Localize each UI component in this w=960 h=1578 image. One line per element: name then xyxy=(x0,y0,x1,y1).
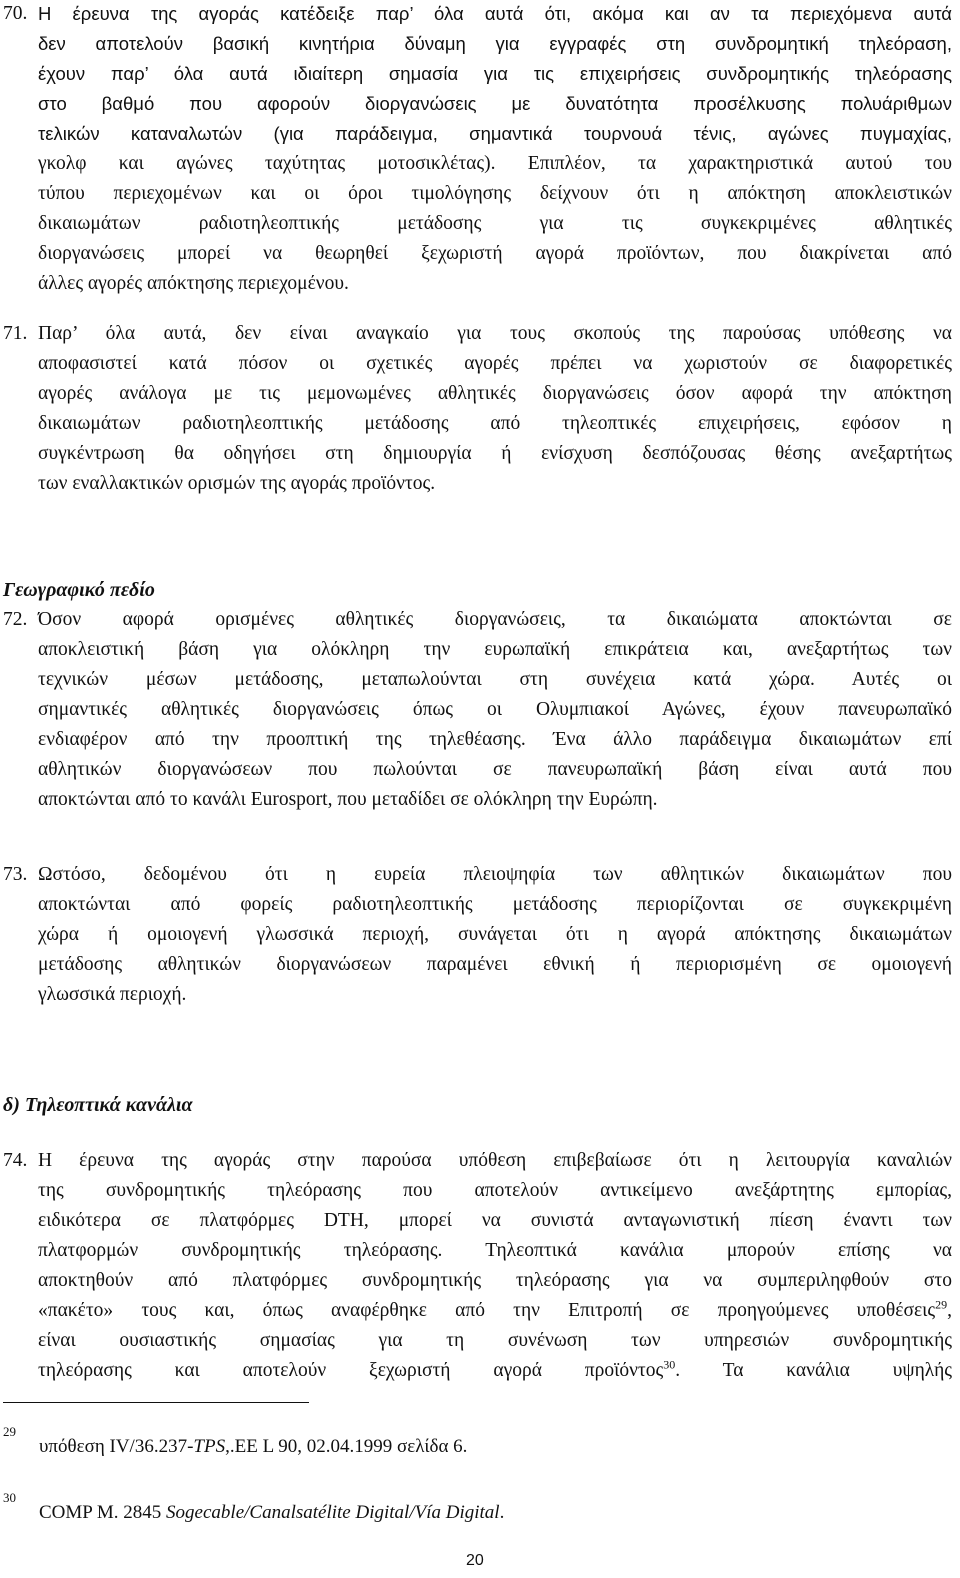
text-line: διοργανώσεις μπορεί να θεωρηθεί ξεχωριστή αγορά προϊόντων, που διακρίνεται από xyxy=(38,243,952,264)
text-line: αθλητικών διοργανώσεων που πωλούνται σε πανευρωπαϊκή βάση είναι αυτά που xyxy=(38,759,952,780)
text-line: της συνδρομητικής τηλεόρασης που αποτελούν αντικείμενο ανεξάρτητης εμπορίας, xyxy=(38,1180,952,1201)
text-line: δικαιωμάτων ραδιοτηλεοπτικής μετάδοσης για τις συγκεκριμένες αθλητικές xyxy=(38,213,952,234)
text-line: έχουν παρ’ όλα αυτά ιδιαίτερη σημασία για τις επιχειρήσεις συνδρομητικής τηλεόρασης xyxy=(38,63,952,84)
footnote-mark: 30 xyxy=(3,1490,16,1505)
footnote-text xyxy=(39,1432,467,1462)
paragraph-70 xyxy=(0,0,952,299)
text-line: τύπου περιεχομένων και οι όροι τιμολόγησης δείχνουν ότι η απόκτηση αποκλειστικών xyxy=(38,183,952,204)
paragraph-number: 70. xyxy=(3,3,28,24)
paragraph-number: 73. xyxy=(3,864,28,885)
text-segment: . xyxy=(499,1502,505,1523)
text-line: Η έρευνα της αγοράς στην παρούσα υπόθεση επιβεβαίωσε ότι η λειτουργία καναλιών xyxy=(38,1150,952,1171)
text-line: Ωστόσο, δεδομένου ότι η ευρεία πλειοψηφία των αθλητικών δικαιωμάτων που xyxy=(38,864,952,885)
text-line: δικαιωμάτων ραδιοτηλεοπτικής μετάδοσης από τηλεοπτικές επιχειρήσεις, εφόσον η xyxy=(38,413,952,434)
text-line: άλλες αγορές απόκτησης περιεχομένου. xyxy=(38,273,349,294)
footnote-text xyxy=(39,1498,504,1528)
text-line: πλατφορμών συνδρομητικής τηλεόρασης. Τηλεοπτικά κανάλια μπορούν επίσης να xyxy=(38,1240,952,1261)
text-segment: , xyxy=(947,1300,952,1321)
text-line: τελικών καταναλωτών (για παράδειγμα, σημαντικά τουρνουά τένις, αγώνες πυγμαχίας, xyxy=(38,123,952,144)
text-line: στο βαθμό που αφορούν διοργανώσεις με δυνατότητα προσέλκυσης πολυάριθμων xyxy=(38,93,952,114)
paragraph-73 xyxy=(0,860,952,1010)
text-line xyxy=(38,1296,952,1326)
text-line: Όσον αφορά ορισμένες αθλητικές διοργανώσεις, τα δικαιώματα αποκτώνται σε xyxy=(38,609,952,630)
page-number: 20 xyxy=(466,1552,484,1569)
text-line: Η έρευνα της αγοράς κατέδειξε παρ’ όλα αυτά ότι, ακόμα και αν τα περιεχόμενα αυτά xyxy=(38,3,952,24)
footnote-mark: 29 xyxy=(3,1424,16,1439)
text-line: Παρ’ όλα αυτά, δεν είναι αναγκαίο για τους σκοπούς της παρούσας υπόθεσης να xyxy=(38,323,952,344)
text-line: μετάδοσης αθλητικών διοργανώσεων παραμένει εθνική ή περιορισμένη σε ομοιογενή xyxy=(38,954,952,975)
section-heading-geographic: Γεωγραφικό πεδίο xyxy=(3,579,155,601)
footnote-ref-30[interactable]: 30 xyxy=(663,1357,676,1372)
text-line: αγορές ανάλογα με τις μεμονωμένες αθλητικές διοργανώσεις όσον αφορά την απόκτηση xyxy=(38,383,952,404)
paragraph-number: 71. xyxy=(3,323,28,344)
text-line: ειδικότερα σε πλατφόρμες DTH, μπορεί να συνιστά ανταγωνιστική πίεση έναντι των xyxy=(38,1210,952,1231)
text-segment: ,.ΕΕ L 90, 02.04.1999 σελίδα 6. xyxy=(225,1436,468,1457)
paragraph-71 xyxy=(0,319,952,499)
paragraph-number: 74. xyxy=(3,1150,28,1171)
footnote-separator xyxy=(3,1402,309,1403)
text-line: αποκτώνται από το κανάλι Eurosport, που μεταδίδει σε ολόκληρη την Ευρώπη. xyxy=(38,789,658,810)
text-line: γλωσσικά περιοχή. xyxy=(38,984,187,1005)
text-line: αποκλειστική βάση για ολόκληρη την ευρωπαϊκή επικράτεια και, ανεξαρτήτως των xyxy=(38,639,952,660)
text-line: ενδιαφέρον από την προοπτική της τηλεθέασης. Ένα άλλο παράδειγμα δικαιωμάτων επί xyxy=(38,729,952,750)
text-line: δεν αποτελούν βασική κινητήρια δύναμη για εγγραφές στη συνδρομητική τηλεόραση, xyxy=(38,33,952,54)
text-line: είναι ουσιαστικής σημασίας για τη συνένωση των υπηρεσιών συνδρομητικής xyxy=(38,1330,952,1351)
text-segment-italic: Sogecable/Canalsatélite Digital/Vía Digital xyxy=(166,1502,500,1523)
text-line: αποκτηθούν από πλατφόρμες συνδρομητικής τηλεόρασης για να συμπεριληφθούν στο xyxy=(38,1270,952,1291)
text-segment: . Τα κανάλια υψηλής xyxy=(675,1360,952,1381)
text-segment: COMP M. 2845 xyxy=(39,1502,167,1523)
text-line: τεχνικών μέσων μετάδοσης, μεταπωλούνται στη συνέχεια κατά χώρα. Αυτές οι xyxy=(38,669,952,690)
text-line: των εναλλακτικών ορισμών της αγοράς προϊόντος. xyxy=(38,473,436,494)
paragraph-74 xyxy=(0,1146,952,1386)
text-line: συγκέντρωση θα οδηγήσει στη δημιουργία ή ενίσχυση δεσπόζουσας θέσης ανεξαρτήτως xyxy=(38,443,952,464)
text-line: χώρα ή ομοιογενή γλωσσικά περιοχή, συνάγεται ότι η αγορά απόκτησης δικαιωμάτων xyxy=(38,924,952,945)
paragraph-number: 72. xyxy=(3,609,28,630)
text-line: σημαντικές αθλητικές διοργανώσεις όπως οι Ολυμπιακοί Αγώνες, έχουν πανευρωπαϊκό xyxy=(38,699,952,720)
paragraph-72 xyxy=(0,605,952,815)
text-segment: τηλεόρασης και αποτελούν ξεχωριστή αγορά προϊόντος xyxy=(38,1360,664,1381)
text-segment-italic: TPS xyxy=(193,1436,226,1457)
text-segment: υπόθεση IV/36.237- xyxy=(39,1436,194,1457)
text-line xyxy=(38,1356,952,1386)
section-heading-tv-channels: δ) Τηλεοπτικά κανάλια xyxy=(3,1094,193,1116)
text-line: αποφασιστεί κατά πόσον οι σχετικές αγορές πρέπει να χωριστούν σε διαφορετικές xyxy=(38,353,952,374)
text-line: γκολφ και αγώνες ταχύτητας μοτοσικλέτας). Επιπλέον, τα χαρακτηριστικά αυτού του xyxy=(38,153,952,174)
text-line: αποκτώνται από φορείς ραδιοτηλεοπτικής μετάδοσης περιορίζονται σε συγκεκριμένη xyxy=(38,894,952,915)
footnote-ref-29[interactable]: 29 xyxy=(935,1297,948,1312)
text-segment: «πακέτο» τους και, όπως αναφέρθηκε από την Επιτροπή σε προηγούμενες υποθέσεις xyxy=(38,1300,936,1321)
